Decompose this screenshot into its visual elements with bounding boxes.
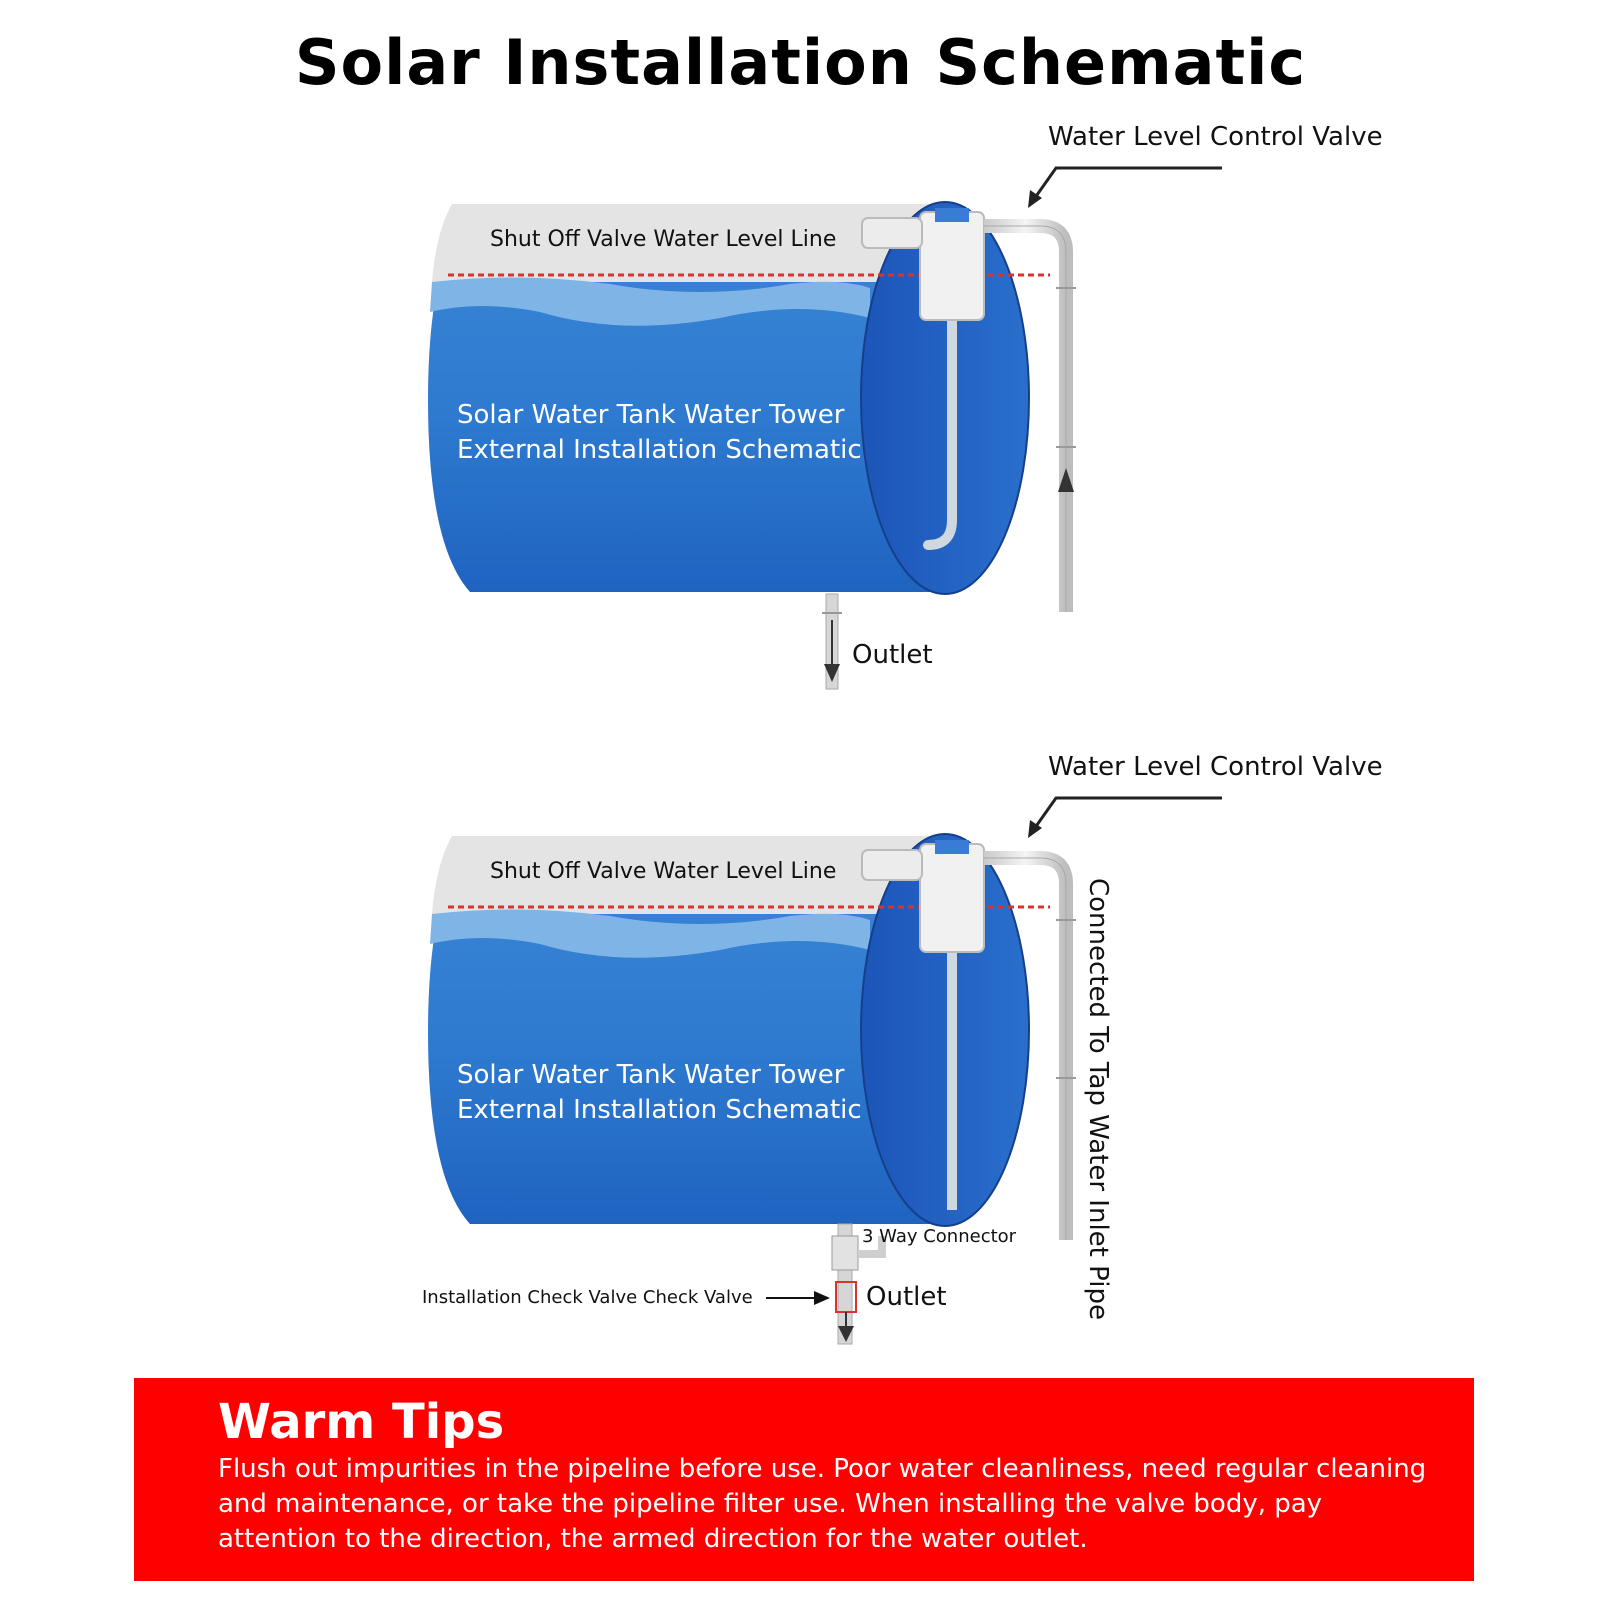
tank-label-line1: Solar Water Tank Water Tower (457, 400, 845, 430)
tank-illustration-top (0, 0, 1601, 700)
tank-illustration-bottom (0, 630, 1601, 1350)
tank-label (457, 1058, 862, 1128)
outlet-label: Outlet (866, 1282, 947, 1312)
valve-callout (1032, 798, 1222, 832)
tank-label-line2: External Installation Schematic (457, 1095, 862, 1125)
valve-label: Water Level Control Valve (1048, 122, 1383, 152)
connector-label: 3 Way Connector (862, 1226, 1017, 1247)
tank-label-line2: External Installation Schematic (457, 435, 862, 465)
valve-label: Water Level Control Valve (1048, 752, 1383, 782)
warm-tips-panel (134, 1378, 1474, 1581)
shutoff-label: Shut Off Valve Water Level Line (490, 227, 837, 252)
valve-callout (1032, 168, 1222, 202)
tank-label (457, 398, 862, 468)
valve-body (920, 212, 984, 320)
diagram-bottom (0, 630, 1601, 1350)
inlet-pipe-label: Connected To Tap Water Inlet Pipe (1083, 878, 1113, 1320)
valve-body (920, 844, 984, 952)
warm-tips-body: Flush out impurities in the pipeline before use. Poor water cleanliness, need regular cleaning and maintenance, or take the pipeline filter use. When installing the valve body, pay attention to the direction, the armed direction for the water outlet. (218, 1454, 1427, 1554)
check-valve-label: Installation Check Valve Check Valve (422, 1287, 753, 1308)
tank-label-line1: Solar Water Tank Water Tower (457, 1060, 845, 1090)
page-title: Solar Installation Schematic (294, 26, 1307, 99)
three-way-connector (832, 1236, 858, 1270)
shutoff-label: Shut Off Valve Water Level Line (490, 859, 837, 884)
warm-tips-title: Warm Tips (218, 1394, 505, 1450)
diagram-top (0, 0, 1601, 670)
outlet-label: Outlet (852, 640, 933, 670)
